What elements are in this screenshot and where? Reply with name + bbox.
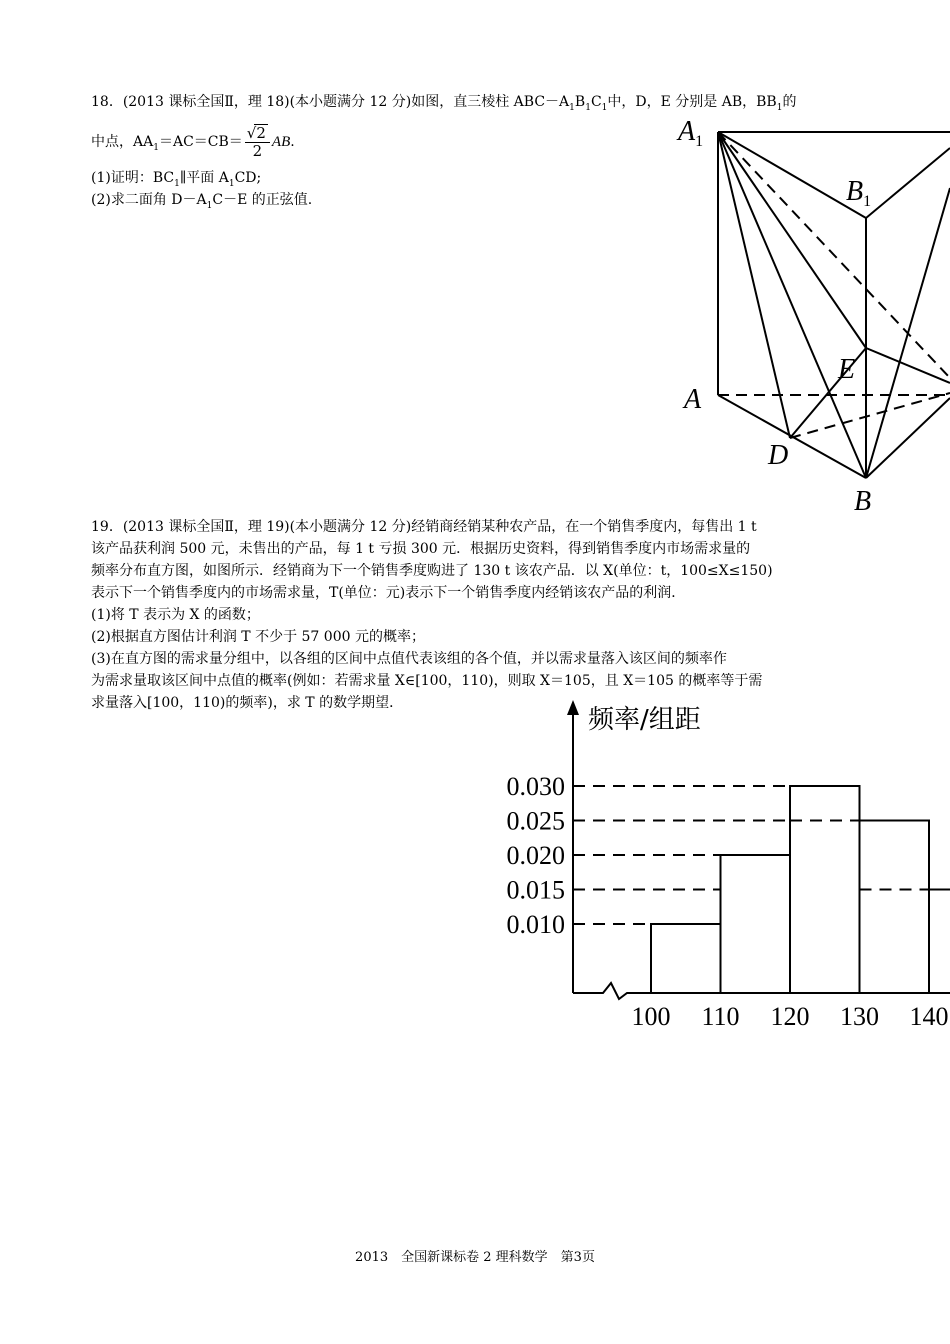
q18-text: C (590, 94, 602, 110)
fraction-numerator: √2 (245, 124, 270, 143)
subscript: 1 (601, 103, 608, 113)
label-B1: $B_1$ (846, 176, 872, 210)
prism-figure (670, 108, 950, 520)
histogram-bar (790, 786, 860, 993)
histogram-y-axis-label: 频率/组距 (588, 705, 701, 735)
histogram-bar (651, 924, 721, 993)
histogram-axes (567, 700, 950, 999)
edge-B1C1 (866, 148, 950, 218)
subscript: 1 (585, 103, 591, 113)
y-tick-label: 0.030 (506, 772, 565, 801)
q18-text: (2)求二面角 D－A (91, 192, 207, 208)
fraction-denominator: 2 (252, 142, 263, 160)
label-A: A (684, 384, 702, 415)
x-tick-label: 140 (909, 1002, 949, 1031)
label-B: B (854, 486, 872, 517)
q19-line: 19．(2013 课标全国Ⅱ，理 19)(本小题满分 12 分)经销商经销某种农产品，在一个销售季度内，每售出 1 t (91, 519, 757, 535)
subscript: 1 (174, 179, 180, 189)
edge-A1B1 (718, 132, 866, 218)
histogram-y-tick-labels (507, 772, 566, 939)
edge-A1E (718, 132, 866, 348)
q18-text: ＝AC＝CB＝ (158, 134, 243, 150)
edge-DC-hidden (790, 393, 950, 438)
histogram-bar (929, 890, 950, 994)
q18-text: 18．(2013 课标全国Ⅱ，理 18)(本小题满分 12 分)如图，直三棱柱 ABC－A (91, 94, 570, 110)
q18-text: 的 (782, 94, 797, 110)
x-tick-label: 130 (840, 1002, 879, 1031)
q19-line: 求量落入[100，110)的频率)，求 T 的数学期望． (91, 695, 404, 711)
q19-line: 表示下一个销售季度内的市场需求量，T(单位：元)表示下一个销售季度内经销该农产品的利润． (91, 585, 686, 601)
q19-line: (2)根据直方图估计利润 T 不少于 57 000 元的概率； (91, 629, 425, 645)
x-axis-line (573, 983, 950, 999)
sqrt-value: 2 (256, 124, 266, 142)
q18-text: (1)证明：BC (91, 170, 175, 186)
edge-EC (866, 348, 950, 383)
edge-A1C-hidden (718, 132, 950, 378)
q18-text: C－E 的正弦值. (212, 192, 313, 208)
subscript: 1 (228, 179, 235, 189)
fraction (245, 124, 270, 160)
q19-line: 为需求量取该区间中点值的概率(例如：若需求量 X∈[100，110)，则取 X＝105，且 X＝105 的概率等于需 (91, 673, 763, 689)
q18-text: CD; (234, 170, 262, 186)
histogram-x-tick-labels (632, 1002, 949, 1031)
y-tick-label: 0.015 (506, 875, 565, 905)
histogram-chart (470, 695, 950, 1040)
q19-line: (1)将 T 表示为 X 的函数； (91, 607, 260, 623)
y-axis-arrow (567, 700, 579, 715)
subscript: 1 (569, 103, 575, 113)
q19-line: (3)在直方图的需求量分组中，以各组的区间中点值代表该组的各个值，并以需求量落入该区间的频率作 (91, 651, 727, 667)
page-footer: 2013 全国新课标卷 2 理科数学 第3页 (355, 1250, 595, 1265)
q18-text: 中，D，E 分别是 AB，BB (607, 94, 777, 110)
q18-text: B (574, 94, 586, 110)
label-A1: $A_1$ (678, 116, 704, 150)
q19-line: 频率分布直方图，如图所示．经销商为下一个销售季度购进了 130 t 该农产品．以 X(单位：t，100≤X≤150) (91, 563, 773, 579)
label-E: E (838, 354, 856, 385)
q18-text: . (290, 134, 295, 150)
subscript: 1 (153, 143, 159, 153)
q19-line: 该产品获利润 500 元，未售出的产品，每 1 t 亏损 300 元．根据历史资料，得到销售季度内市场需求量的 (91, 541, 751, 557)
x-tick-label: 100 (631, 1002, 671, 1031)
y-tick-label: 0.010 (506, 910, 565, 939)
subscript: 1 (776, 103, 783, 113)
subscript: 1 (206, 201, 213, 211)
y-tick-label: 0.020 (506, 841, 565, 870)
x-tick-label: 110 (701, 1002, 740, 1031)
q18-text: 中点，AA (91, 134, 154, 150)
q18-text: ∥平面 A (179, 170, 229, 186)
edge-A1D (718, 132, 790, 438)
x-tick-label: 120 (770, 1002, 810, 1031)
edge-A1B (718, 132, 866, 478)
histogram-bar (721, 855, 791, 993)
y-tick-label: 0.025 (506, 806, 565, 836)
label-D: D (768, 440, 789, 471)
histogram-bar (860, 821, 930, 994)
q18-text: AB (271, 134, 291, 150)
